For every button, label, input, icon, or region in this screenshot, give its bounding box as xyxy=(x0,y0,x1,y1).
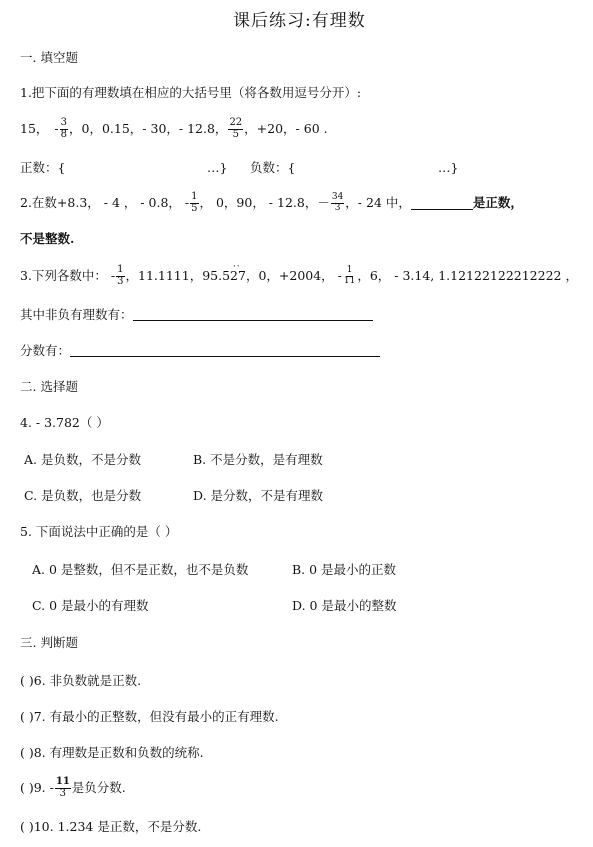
number-text: 15， xyxy=(20,120,49,136)
question-2-text: 2.在数+8.3， - 4 ， - 0.8， - xyxy=(20,194,190,210)
fraction-numerator: 1 xyxy=(191,191,198,202)
fraction-numerator: 1 xyxy=(346,265,353,276)
question-5-option-b[interactable]: B. 0 是最小的正数 xyxy=(292,562,397,577)
section-heading-true-false: 三. 判断题 xyxy=(20,635,78,650)
fraction-denominator: 11 xyxy=(343,275,356,286)
nonnegative-label: 其中非负有理数有： xyxy=(20,306,133,322)
section-heading-fill-in: 一. 填空题 xyxy=(20,50,78,65)
question-4-option-a[interactable]: A. 是负数，不是分数 xyxy=(24,452,141,467)
nonnegative-answer-blank[interactable] xyxy=(133,308,373,321)
answer-blank[interactable] xyxy=(411,197,473,210)
fraction-numerator: 34 xyxy=(331,192,344,203)
judgement-7: ( )7. 有最小的正整数，但没有最小的正有理数. xyxy=(20,709,279,724)
fraction xyxy=(228,118,243,140)
judgement-10: ( )10. 1.234 是正数，不是分数. xyxy=(20,819,202,834)
question-1-prompt: 1.把下面的有理数填在相应的大括号里（将各数用逗号分开）: xyxy=(20,85,362,100)
fraction-denominator: 3 xyxy=(59,787,66,799)
fraction-denominator: 5 xyxy=(232,128,239,140)
nonnegative-line xyxy=(20,308,373,321)
negative-set-close: …} xyxy=(438,160,459,175)
positive-set-label: 正数：{ xyxy=(20,160,66,175)
fraction-numerator: 1 xyxy=(117,264,124,275)
question-2-text: ，- 24 中， xyxy=(345,194,411,210)
judgement-6: ( )6. 非负数就是正数. xyxy=(20,673,142,688)
question-3-text: ，0，+2004， - xyxy=(245,267,342,283)
fraction-numerator: 3 xyxy=(60,117,68,128)
question-2-continued: 不是整数. xyxy=(20,231,75,246)
fraction xyxy=(331,193,344,213)
fraction xyxy=(116,265,124,287)
fraction xyxy=(190,192,198,214)
repeating-digits: · · 27 xyxy=(230,270,246,283)
number-text: ，0，0.15，- 30，- 12.8， xyxy=(69,120,228,136)
question-3-text: 3.下列各数中： - xyxy=(20,267,116,283)
question-2-text: ， 0，90， - 12.8，－ xyxy=(199,194,330,210)
question-1-numbers xyxy=(20,118,328,140)
page-title: 课后练习:有理数 xyxy=(233,11,366,31)
negative-set-label: 负数：{ xyxy=(250,160,296,175)
fraction-numerator: 22 xyxy=(229,117,243,128)
judgement-9-text: 是负分数. xyxy=(71,779,126,795)
question-3-text: ，6， - 3.14, 1.12122122212222 ， xyxy=(357,267,578,283)
judgement-9 xyxy=(20,777,126,799)
fraction-denominator: 5 xyxy=(191,202,198,214)
section-heading-multiple-choice: 二. 选择题 xyxy=(20,379,78,394)
question-2-text: 是正数， xyxy=(472,194,523,210)
question-5-option-c[interactable]: C. 0 是最小的有理数 xyxy=(32,598,149,613)
fraction xyxy=(60,118,68,140)
question-5-option-d[interactable]: D. 0 是最小的整数 xyxy=(292,598,397,613)
question-4-stem: 4. - 3.782（ ） xyxy=(20,415,109,430)
question-2 xyxy=(20,192,523,214)
question-4-option-d[interactable]: D. 是分数，不是有理数 xyxy=(193,488,324,503)
judgement-9-text: ( )9. - xyxy=(20,779,54,795)
question-5-option-a[interactable]: A. 0 是整数，但不是正数，也不是负数 xyxy=(32,562,249,577)
judgement-8: ( )8. 有理数是正数和负数的统称. xyxy=(20,745,204,760)
question-3 xyxy=(20,265,578,287)
number-text: - xyxy=(54,120,59,136)
fraction xyxy=(343,266,356,286)
number-text: ，+20，- 60 . xyxy=(244,120,328,136)
question-4-option-c[interactable]: C. 是负数，也是分数 xyxy=(24,488,142,503)
question-4-option-b[interactable]: B. 不是分数，是有理数 xyxy=(193,452,323,467)
fraction-line xyxy=(20,344,380,357)
fraction-label: 分数有： xyxy=(20,342,71,358)
fraction-denominator: 3 xyxy=(117,275,124,287)
fraction-denominator: 8 xyxy=(60,128,68,140)
fraction-answer-blank[interactable] xyxy=(70,344,380,357)
fraction-denominator: 3 xyxy=(334,202,341,213)
fraction-numerator: 11 xyxy=(55,776,70,787)
positive-set-close: …} xyxy=(207,160,228,175)
question-3-text: ，11.1111，95.5 xyxy=(125,267,231,283)
fraction xyxy=(55,777,71,799)
question-5-stem: 5. 下面说法中正确的是（ ） xyxy=(20,524,178,539)
